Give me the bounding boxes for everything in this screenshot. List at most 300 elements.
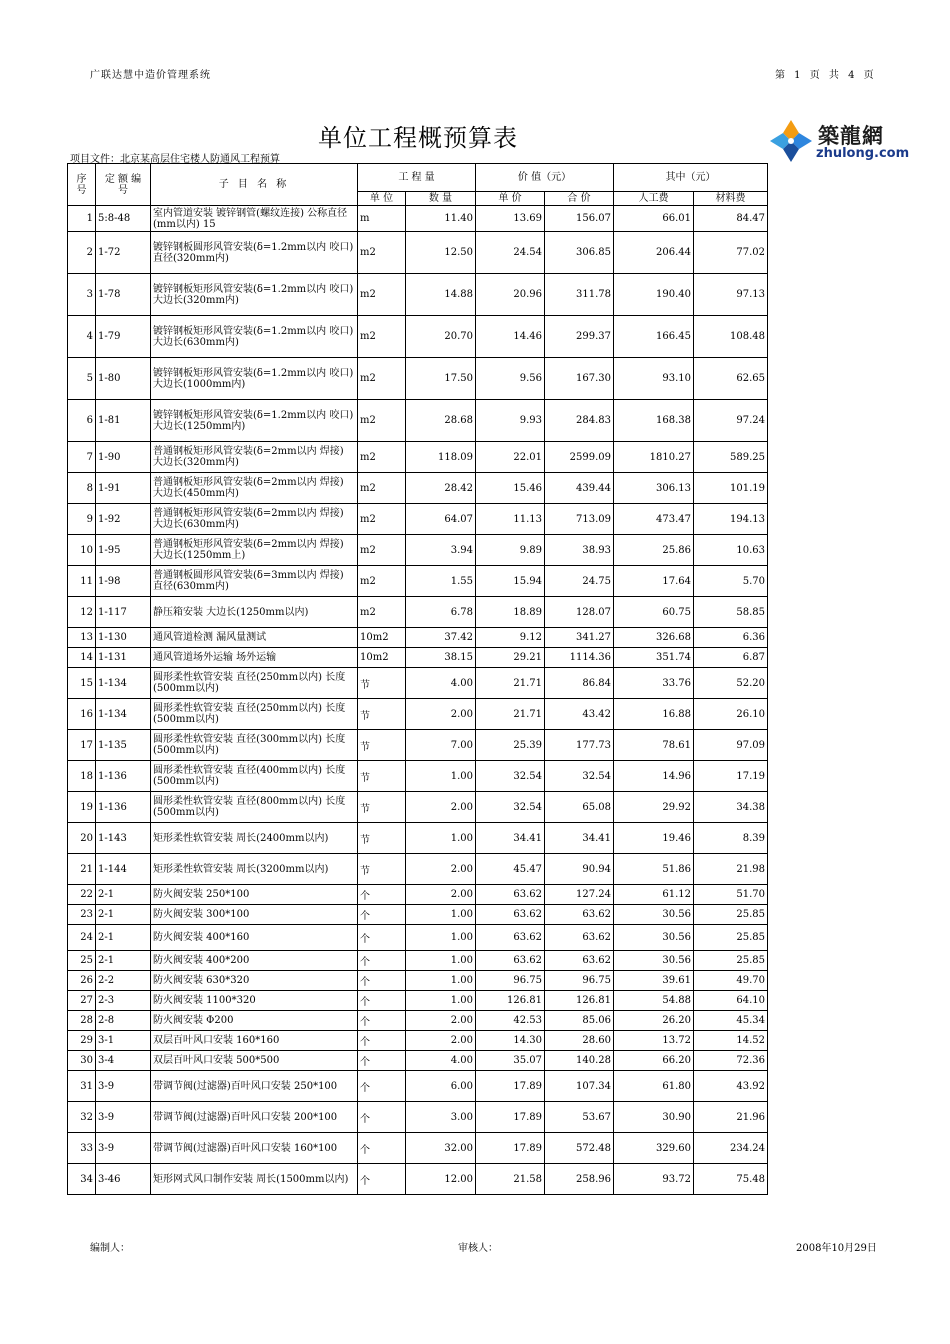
zhulong-logo	[768, 118, 910, 164]
seq-cell: 9	[68, 504, 96, 535]
labor-cell: 30.90	[614, 1102, 694, 1133]
name-cell: 双层百叶风口安装 160*160	[151, 1031, 358, 1051]
labor-cell: 17.64	[614, 566, 694, 597]
material-cell: 589.25	[694, 442, 768, 473]
labor-cell: 190.40	[614, 274, 694, 316]
price-cell: 20.96	[476, 274, 545, 316]
unit-cell: m2	[358, 232, 406, 274]
unit-cell: 节	[358, 792, 406, 823]
total-cell: 284.83	[545, 400, 614, 442]
price-cell: 63.62	[476, 905, 545, 925]
table-row	[68, 274, 768, 316]
total-cell: 96.75	[545, 971, 614, 991]
labor-cell: 30.56	[614, 951, 694, 971]
code-cell: 1-117	[96, 597, 151, 628]
labor-cell: 26.20	[614, 1011, 694, 1031]
unit-cell: m2	[358, 597, 406, 628]
material-cell: 45.34	[694, 1011, 768, 1031]
reviewer-label: 审核人：	[458, 1243, 498, 1254]
total-cell: 126.81	[545, 991, 614, 1011]
name-cell: 室内管道安装 镀锌钢管(螺纹连接) 公称直径(mm以内) 15	[151, 206, 358, 232]
price-cell: 32.54	[476, 761, 545, 792]
material-cell: 21.98	[694, 854, 768, 885]
seq-cell: 25	[68, 951, 96, 971]
qty-cell: 12.00	[406, 1164, 476, 1195]
code-cell: 1-143	[96, 823, 151, 854]
logo-text: 築龍網	[818, 124, 884, 148]
name-cell: 矩形柔性软管安装 周长(3200mm以内)	[151, 854, 358, 885]
labor-cell: 61.12	[614, 885, 694, 905]
seq-cell: 8	[68, 473, 96, 504]
total-cell: 341.27	[545, 628, 614, 648]
material-cell: 97.13	[694, 274, 768, 316]
price-cell: 35.07	[476, 1051, 545, 1071]
unit-cell: m2	[358, 274, 406, 316]
code-cell: 2-1	[96, 925, 151, 951]
seq-cell: 34	[68, 1164, 96, 1195]
col-header-qty: 数 量	[406, 192, 476, 206]
labor-cell: 39.61	[614, 971, 694, 991]
table-row	[68, 699, 768, 730]
qty-cell: 28.68	[406, 400, 476, 442]
table-row	[68, 905, 768, 925]
table-row	[68, 1164, 768, 1195]
total-cell: 128.07	[545, 597, 614, 628]
qty-cell: 3.94	[406, 535, 476, 566]
price-cell: 15.94	[476, 566, 545, 597]
table-row	[68, 1011, 768, 1031]
col-header-material: 材料费	[694, 192, 768, 206]
col-header-total: 合 价	[545, 192, 614, 206]
total-cell: 572.48	[545, 1133, 614, 1164]
labor-cell: 14.96	[614, 761, 694, 792]
seq-cell: 20	[68, 823, 96, 854]
total-cell: 258.96	[545, 1164, 614, 1195]
total-cell: 43.42	[545, 699, 614, 730]
logo-url: zhulong.com	[816, 146, 910, 161]
labor-cell: 60.75	[614, 597, 694, 628]
material-cell: 21.96	[694, 1102, 768, 1133]
code-cell: 1-91	[96, 473, 151, 504]
price-cell: 29.21	[476, 648, 545, 668]
unit-cell: m2	[358, 358, 406, 400]
unit-cell: m2	[358, 400, 406, 442]
qty-cell: 118.09	[406, 442, 476, 473]
code-cell: 1-72	[96, 232, 151, 274]
editor-label: 编制人：	[90, 1243, 130, 1254]
table-row	[68, 1102, 768, 1133]
page-indicator: 第 1 页 共 4 页	[775, 70, 875, 81]
total-cell: 140.28	[545, 1051, 614, 1071]
project-file: 项目文件：北京某高层住宅楼人防通风工程预算	[70, 154, 280, 165]
seq-cell: 28	[68, 1011, 96, 1031]
material-cell: 101.19	[694, 473, 768, 504]
unit-cell: m2	[358, 566, 406, 597]
name-cell: 普通钢板圆形风管安装(δ=3mm以内 焊接) 直径(630mm内)	[151, 566, 358, 597]
labor-cell: 78.61	[614, 730, 694, 761]
total-cell: 38.93	[545, 535, 614, 566]
table-row	[68, 316, 768, 358]
table-row	[68, 442, 768, 473]
qty-cell: 3.00	[406, 1102, 476, 1133]
material-cell: 49.70	[694, 971, 768, 991]
seq-cell: 4	[68, 316, 96, 358]
seq-cell: 26	[68, 971, 96, 991]
name-cell: 静压箱安装 大边长(1250mm以内)	[151, 597, 358, 628]
qty-cell: 7.00	[406, 730, 476, 761]
total-cell: 86.84	[545, 668, 614, 699]
price-cell: 18.89	[476, 597, 545, 628]
price-cell: 32.54	[476, 792, 545, 823]
material-cell: 25.85	[694, 925, 768, 951]
labor-cell: 473.47	[614, 504, 694, 535]
price-cell: 126.81	[476, 991, 545, 1011]
code-cell: 2-8	[96, 1011, 151, 1031]
unit-cell: 个	[358, 1031, 406, 1051]
code-cell: 1-144	[96, 854, 151, 885]
material-cell: 194.13	[694, 504, 768, 535]
table-row	[68, 971, 768, 991]
labor-cell: 1810.27	[614, 442, 694, 473]
total-cell: 306.85	[545, 232, 614, 274]
material-cell: 58.85	[694, 597, 768, 628]
code-cell: 3-9	[96, 1102, 151, 1133]
labor-cell: 51.86	[614, 854, 694, 885]
labor-cell: 33.76	[614, 668, 694, 699]
seq-cell: 12	[68, 597, 96, 628]
seq-cell: 14	[68, 648, 96, 668]
unit-cell: 10m2	[358, 628, 406, 648]
material-cell: 64.10	[694, 991, 768, 1011]
unit-cell: 个	[358, 951, 406, 971]
seq-cell: 7	[68, 442, 96, 473]
qty-cell: 2.00	[406, 1011, 476, 1031]
table-row	[68, 535, 768, 566]
budget-table	[67, 163, 768, 1195]
unit-cell: 节	[358, 854, 406, 885]
name-cell: 带调节阀(过滤器)百叶风口安装 160*100	[151, 1133, 358, 1164]
name-cell: 普通钢板矩形风管安装(δ=2mm以内 焊接) 大边长(630mm内)	[151, 504, 358, 535]
price-cell: 34.41	[476, 823, 545, 854]
col-header-of-which-group: 其中（元）	[614, 164, 768, 192]
qty-cell: 4.00	[406, 1051, 476, 1071]
code-cell: 1-95	[96, 535, 151, 566]
code-cell: 1-135	[96, 730, 151, 761]
seq-cell: 19	[68, 792, 96, 823]
material-cell: 17.19	[694, 761, 768, 792]
unit-cell: 个	[358, 1051, 406, 1071]
material-cell: 77.02	[694, 232, 768, 274]
col-header-seq: 序号	[68, 164, 96, 206]
table-row	[68, 823, 768, 854]
qty-cell: 64.07	[406, 504, 476, 535]
unit-cell: 个	[358, 885, 406, 905]
logo-mark-icon	[768, 118, 814, 164]
price-cell: 9.56	[476, 358, 545, 400]
material-cell: 25.85	[694, 951, 768, 971]
unit-cell: m2	[358, 316, 406, 358]
material-cell: 234.24	[694, 1133, 768, 1164]
code-cell: 1-78	[96, 274, 151, 316]
unit-cell: 个	[358, 991, 406, 1011]
code-cell: 1-90	[96, 442, 151, 473]
table-body	[68, 206, 768, 1195]
price-cell: 25.39	[476, 730, 545, 761]
name-cell: 圆形柔性软管安装 直径(250mm以内) 长度(500mm以内)	[151, 699, 358, 730]
report-date: 2008年10月29日	[796, 1243, 877, 1254]
qty-cell: 2.00	[406, 1031, 476, 1051]
labor-cell: 30.56	[614, 905, 694, 925]
total-cell: 177.73	[545, 730, 614, 761]
table-row	[68, 358, 768, 400]
price-cell: 21.58	[476, 1164, 545, 1195]
unit-cell: 个	[358, 1102, 406, 1133]
code-cell: 1-131	[96, 648, 151, 668]
seq-cell: 11	[68, 566, 96, 597]
material-cell: 52.20	[694, 668, 768, 699]
code-cell: 2-1	[96, 905, 151, 925]
price-cell: 96.75	[476, 971, 545, 991]
price-cell: 14.46	[476, 316, 545, 358]
qty-cell: 12.50	[406, 232, 476, 274]
qty-cell: 6.00	[406, 1071, 476, 1102]
name-cell: 通风管道场外运输 场外运输	[151, 648, 358, 668]
table-row	[68, 473, 768, 504]
system-name: 广联达慧中造价管理系统	[90, 70, 211, 81]
material-cell: 14.52	[694, 1031, 768, 1051]
labor-cell: 25.86	[614, 535, 694, 566]
total-cell: 24.75	[545, 566, 614, 597]
table-row	[68, 628, 768, 648]
total-cell: 2599.09	[545, 442, 614, 473]
price-cell: 13.69	[476, 206, 545, 232]
code-cell: 3-9	[96, 1133, 151, 1164]
qty-cell: 1.00	[406, 823, 476, 854]
unit-cell: 个	[358, 1133, 406, 1164]
unit-cell: 节	[358, 823, 406, 854]
code-cell: 1-130	[96, 628, 151, 648]
labor-cell: 66.20	[614, 1051, 694, 1071]
total-cell: 32.54	[545, 761, 614, 792]
unit-cell: m2	[358, 473, 406, 504]
code-cell: 3-46	[96, 1164, 151, 1195]
name-cell: 镀锌钢板矩形风管安装(δ=1.2mm以内 咬口)大边长(1000mm内)	[151, 358, 358, 400]
seq-cell: 24	[68, 925, 96, 951]
qty-cell: 6.78	[406, 597, 476, 628]
qty-cell: 38.15	[406, 648, 476, 668]
name-cell: 圆形柔性软管安装 直径(300mm以内) 长度(500mm以内)	[151, 730, 358, 761]
total-cell: 1114.36	[545, 648, 614, 668]
col-header-name: 子 目 名 称	[151, 164, 358, 206]
unit-cell: 节	[358, 730, 406, 761]
qty-cell: 1.00	[406, 971, 476, 991]
code-cell: 1-81	[96, 400, 151, 442]
seq-cell: 32	[68, 1102, 96, 1133]
material-cell: 72.36	[694, 1051, 768, 1071]
seq-cell: 16	[68, 699, 96, 730]
material-cell: 10.63	[694, 535, 768, 566]
qty-cell: 37.42	[406, 628, 476, 648]
price-cell: 24.54	[476, 232, 545, 274]
qty-cell: 32.00	[406, 1133, 476, 1164]
qty-cell: 1.00	[406, 951, 476, 971]
seq-cell: 2	[68, 232, 96, 274]
name-cell: 带调节阀(过滤器)百叶风口安装 200*100	[151, 1102, 358, 1133]
price-cell: 17.89	[476, 1133, 545, 1164]
qty-cell: 4.00	[406, 668, 476, 699]
name-cell: 镀锌钢板矩形风管安装(δ=1.2mm以内 咬口)大边长(1250mm内)	[151, 400, 358, 442]
labor-cell: 326.68	[614, 628, 694, 648]
price-cell: 63.62	[476, 925, 545, 951]
seq-cell: 3	[68, 274, 96, 316]
seq-cell: 30	[68, 1051, 96, 1071]
total-cell: 63.62	[545, 925, 614, 951]
unit-cell: 节	[358, 668, 406, 699]
seq-cell: 31	[68, 1071, 96, 1102]
seq-cell: 21	[68, 854, 96, 885]
qty-cell: 2.00	[406, 885, 476, 905]
unit-cell: m	[358, 206, 406, 232]
table-row	[68, 761, 768, 792]
total-cell: 53.67	[545, 1102, 614, 1133]
labor-cell: 66.01	[614, 206, 694, 232]
qty-cell: 17.50	[406, 358, 476, 400]
labor-cell: 19.46	[614, 823, 694, 854]
name-cell: 防火阀安装 Φ200	[151, 1011, 358, 1031]
unit-cell: 个	[358, 971, 406, 991]
table-row	[68, 951, 768, 971]
name-cell: 普通钢板矩形风管安装(δ=2mm以内 焊接) 大边长(450mm内)	[151, 473, 358, 504]
code-cell: 1-134	[96, 668, 151, 699]
price-cell: 21.71	[476, 668, 545, 699]
table-row	[68, 566, 768, 597]
material-cell: 8.39	[694, 823, 768, 854]
labor-cell: 16.88	[614, 699, 694, 730]
price-cell: 9.89	[476, 535, 545, 566]
labor-cell: 13.72	[614, 1031, 694, 1051]
seq-cell: 5	[68, 358, 96, 400]
material-cell: 97.24	[694, 400, 768, 442]
total-cell: 65.08	[545, 792, 614, 823]
code-cell: 1-136	[96, 792, 151, 823]
table-row	[68, 668, 768, 699]
table-row	[68, 792, 768, 823]
labor-cell: 166.45	[614, 316, 694, 358]
name-cell: 带调节阀(过滤器)百叶风口安装 250*100	[151, 1071, 358, 1102]
labor-cell: 351.74	[614, 648, 694, 668]
material-cell: 6.36	[694, 628, 768, 648]
unit-cell: 个	[358, 925, 406, 951]
name-cell: 镀锌钢板圆形风管安装(δ=1.2mm以内 咬口)直径(320mm内)	[151, 232, 358, 274]
col-header-quantity-group: 工 程 量	[358, 164, 476, 192]
price-cell: 45.47	[476, 854, 545, 885]
total-cell: 63.62	[545, 951, 614, 971]
seq-cell: 1	[68, 206, 96, 232]
unit-cell: 个	[358, 905, 406, 925]
material-cell: 108.48	[694, 316, 768, 358]
seq-cell: 27	[68, 991, 96, 1011]
labor-cell: 30.56	[614, 925, 694, 951]
name-cell: 镀锌钢板矩形风管安装(δ=1.2mm以内 咬口)大边长(630mm内)	[151, 316, 358, 358]
seq-cell: 17	[68, 730, 96, 761]
table-row	[68, 504, 768, 535]
table-row	[68, 991, 768, 1011]
name-cell: 圆形柔性软管安装 直径(250mm以内) 长度(500mm以内)	[151, 668, 358, 699]
name-cell: 通风管道检测 漏风量测试	[151, 628, 358, 648]
qty-cell: 20.70	[406, 316, 476, 358]
material-cell: 84.47	[694, 206, 768, 232]
material-cell: 97.09	[694, 730, 768, 761]
table-row	[68, 597, 768, 628]
unit-cell: 个	[358, 1071, 406, 1102]
qty-cell: 2.00	[406, 699, 476, 730]
seq-cell: 22	[68, 885, 96, 905]
labor-cell: 329.60	[614, 1133, 694, 1164]
total-cell: 85.06	[545, 1011, 614, 1031]
table-row	[68, 1051, 768, 1071]
total-cell: 713.09	[545, 504, 614, 535]
qty-cell: 1.00	[406, 761, 476, 792]
qty-cell: 1.00	[406, 925, 476, 951]
table-row	[68, 854, 768, 885]
price-cell: 14.30	[476, 1031, 545, 1051]
code-cell: 1-80	[96, 358, 151, 400]
total-cell: 167.30	[545, 358, 614, 400]
price-cell: 22.01	[476, 442, 545, 473]
unit-cell: m2	[358, 504, 406, 535]
total-cell: 156.07	[545, 206, 614, 232]
total-cell: 28.60	[545, 1031, 614, 1051]
labor-cell: 54.88	[614, 991, 694, 1011]
seq-cell: 29	[68, 1031, 96, 1051]
qty-cell: 1.00	[406, 905, 476, 925]
table-row	[68, 1133, 768, 1164]
total-cell: 63.62	[545, 905, 614, 925]
code-cell: 1-79	[96, 316, 151, 358]
labor-cell: 306.13	[614, 473, 694, 504]
code-cell: 3-9	[96, 1071, 151, 1102]
qty-cell: 1.00	[406, 991, 476, 1011]
code-cell: 1-136	[96, 761, 151, 792]
code-cell: 2-1	[96, 885, 151, 905]
col-header-price: 单 价	[476, 192, 545, 206]
col-header-labor: 人工费	[614, 192, 694, 206]
name-cell: 圆形柔性软管安装 直径(800mm以内) 长度(500mm以内)	[151, 792, 358, 823]
material-cell: 5.70	[694, 566, 768, 597]
unit-cell: 节	[358, 761, 406, 792]
name-cell: 防火阀安装 630*320	[151, 971, 358, 991]
seq-cell: 13	[68, 628, 96, 648]
labor-cell: 29.92	[614, 792, 694, 823]
labor-cell: 93.10	[614, 358, 694, 400]
qty-cell: 2.00	[406, 854, 476, 885]
price-cell: 9.12	[476, 628, 545, 648]
labor-cell: 168.38	[614, 400, 694, 442]
qty-cell: 28.42	[406, 473, 476, 504]
price-cell: 21.71	[476, 699, 545, 730]
material-cell: 75.48	[694, 1164, 768, 1195]
price-cell: 17.89	[476, 1071, 545, 1102]
code-cell: 2-3	[96, 991, 151, 1011]
material-cell: 25.85	[694, 905, 768, 925]
table-row	[68, 206, 768, 232]
unit-cell: m2	[358, 442, 406, 473]
name-cell: 圆形柔性软管安装 直径(400mm以内) 长度(500mm以内)	[151, 761, 358, 792]
unit-cell: 个	[358, 1164, 406, 1195]
unit-cell: m2	[358, 535, 406, 566]
price-cell: 63.62	[476, 951, 545, 971]
seq-cell: 33	[68, 1133, 96, 1164]
